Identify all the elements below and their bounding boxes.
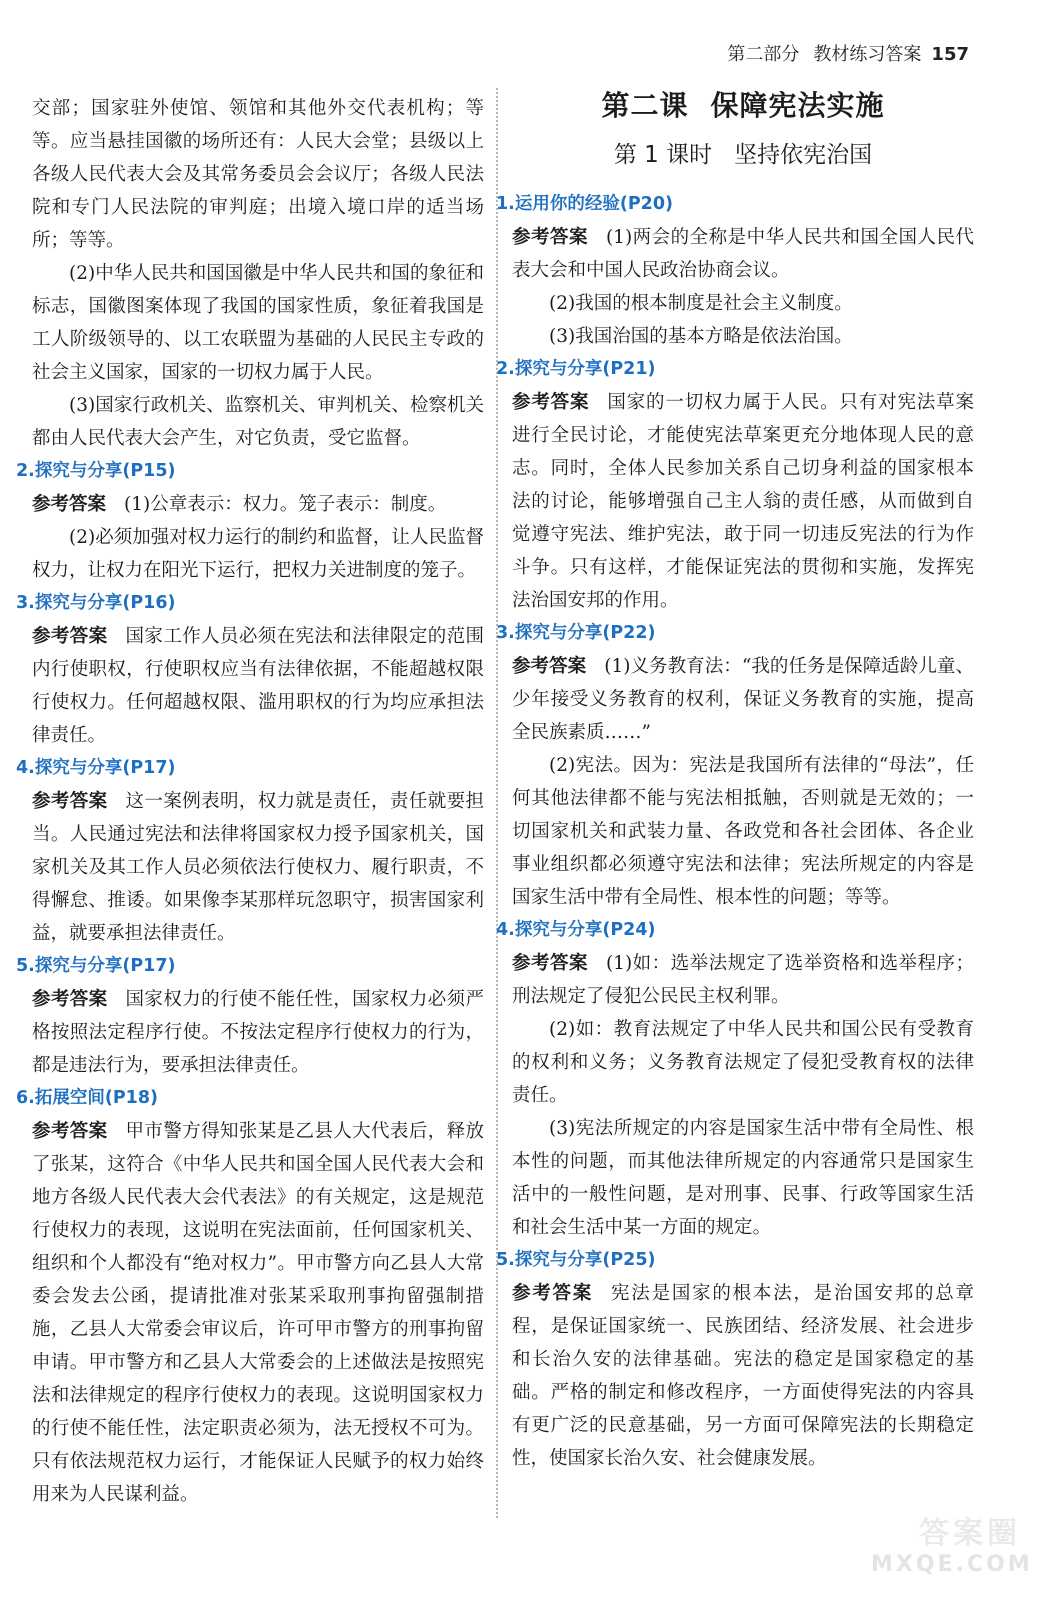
answer-text: 宪法是国家的根本法，是治国安邦的总章程，是保证国家统一、民族团结、经济发展、社会进步和长治久安的法律基础。宪法的稳定是国家稳定的基础。严格的制定和修改程序，一方面使得宪法的内容具有更广泛的民意基础，另一方面可保障宪法的长期稳定性，使国家长治久安、社会健康发展。 — [512, 1283, 974, 1469]
watermark-logo-text: 答案圈 — [919, 1516, 1021, 1551]
lesson-title — [512, 86, 974, 126]
column-divider — [496, 88, 498, 1518]
answer-extra: (3)我国治国的基本方略是依法治国。 — [549, 326, 853, 347]
lesson-number: 第二课 — [601, 89, 689, 122]
answer-body — [512, 1277, 974, 1475]
answer-label: 参考答案 — [32, 791, 108, 812]
answer-item-r1 — [496, 188, 974, 353]
answer-label: 参考答案 — [32, 494, 107, 515]
answer-text: 甲市警方得知张某是乙县人大代表后，释放了张某，这符合《中华人民共和国全国人民代表大会和地方各级人民代表大会代表法》的有关规定，这是规范行使权力的表现，这说明在宪法面前，任何国家机关、组织和个人都没有“绝对权力”。甲市警方向乙县人大常委会发去公函，提请批准对张某采取刑事拘留强制措施，乙县人大常委会审议后，许可甲市警方的刑事拘留申请。甲市警方和乙县人大常委会的上述做法是按照宪法和法律规定的程序行使权力的表现。这说明国家权力的行使不能任性，法定职责必须为，法无授权不可为。只有依法规范权力运行，才能保证人民赋予的权力始终用来为人民谋利益。 — [32, 1121, 484, 1505]
answer-extra: (2)如：教育法规定了中华人民共和国公民有受教育的权利和义务；义务教育法规定了侵犯受教育权的法律责任。 — [512, 1019, 974, 1106]
period-number: 第 1 课时 — [613, 142, 713, 168]
site-watermark — [871, 1508, 1033, 1578]
running-header — [727, 40, 969, 66]
continued-paragraph-3: (3)国家行政机关、监察机关、审判机关、检察机关都由人民代表大会产生，对它负责，受它监督。 — [32, 395, 484, 449]
answer-item-r5 — [496, 1244, 974, 1475]
answer-label: 参考答案 — [512, 227, 588, 248]
answer-item-2 — [16, 455, 484, 587]
answer-label: 参考答案 — [512, 1283, 594, 1304]
answer-extra: (3)宪法所规定的内容是国家生活中带有全局性、根本性的问题，而其他法律所规定的内容通常只是国家生活中的一般性问题，是对刑事、民事、行政等国家生活和社会生活中某一方面的规定。 — [512, 1118, 974, 1238]
page-number: 157 — [931, 44, 969, 65]
answer-text: (1)两会的全称是中华人民共和国全国人民代表大会和中国人民政治协商会议。 — [512, 227, 974, 281]
answer-extra: (2)我国的根本制度是社会主义制度。 — [549, 293, 853, 314]
item-heading: 5.探究与分享(P17) — [16, 956, 176, 976]
answer-item-r3 — [496, 617, 974, 914]
period-title — [512, 138, 974, 172]
item-heading: 3.探究与分享(P22) — [496, 623, 656, 643]
answer-item-4 — [16, 752, 484, 950]
answer-item-5 — [16, 950, 484, 1082]
answer-body — [512, 650, 974, 749]
item-heading: 5.探究与分享(P25) — [496, 1250, 656, 1270]
answer-item-6 — [16, 1082, 484, 1511]
lesson-name: 保障宪法实施 — [710, 89, 885, 122]
answer-label: 参考答案 — [512, 392, 590, 413]
answer-body — [32, 620, 484, 752]
item-heading: 2.探究与分享(P21) — [496, 359, 656, 379]
answer-text: 这一案例表明，权力就是责任，责任就要担当。人民通过宪法和法律将国家权力授予国家机关，国家机关及其工作人员必须依法行使权力、履行职责，不得懈怠、推诿。如果像李某那样玩忽职守，损害国家利益，就要承担法律责任。 — [32, 791, 484, 944]
answer-text: (1)如：选举法规定了选举资格和选举程序；刑法规定了侵犯公民民主权利罪。 — [512, 953, 974, 1007]
answer-body — [512, 947, 974, 1013]
answer-extra: (2)宪法。因为：宪法是我国所有法律的“母法”，任何其他法律都不能与宪法相抵触，否则就是无效的；一切国家机关和武装力量、各政党和各社会团体、各企业事业组织都必须遵守宪法和法律；宪法所规定的内容是国家生活中带有全局性、根本性的问题；等等。 — [512, 755, 974, 908]
answer-text: 国家工作人员必须在宪法和法律限定的范围内行使职权，行使职权应当有法律依据，不能超越权限行使权力。任何超越权限、滥用职权的行为均应承担法律责任。 — [32, 626, 484, 746]
answer-body — [32, 983, 484, 1082]
watermark-domain: MXQE.COM — [871, 1552, 1033, 1577]
left-column — [16, 92, 484, 1511]
answer-label: 参考答案 — [32, 989, 108, 1010]
answer-label: 参考答案 — [512, 656, 587, 677]
answer-text: (1)公章表示：权力。笼子表示：制度。 — [124, 494, 447, 515]
answer-label: 参考答案 — [512, 953, 588, 974]
item-heading: 3.探究与分享(P16) — [16, 593, 176, 613]
answer-item-3 — [16, 587, 484, 752]
header-title: 教材练习答案 — [813, 44, 922, 65]
answer-item-r4 — [496, 914, 974, 1244]
answer-text: 国家的一切权力属于人民。只有对宪法草案进行全民讨论，才能使宪法草案更充分地体现人民的意志。同时，全体人民参加关系自己切身利益的国家根本法的讨论，能够增强自己主人翁的责任感，从而做到自觉遵守宪法、维护宪法，敢于同一切违反宪法的行为作斗争。只有这样，才能保证宪法的贯彻和实施，发挥宪法治国安邦的作用。 — [512, 392, 974, 611]
answer-label: 参考答案 — [32, 626, 108, 647]
continued-paragraph-2: (2)中华人民共和国国徽是中华人民共和国的象征和标志，国徽图案体现了我国的国家性质，象征着我国是工人阶级领导的、以工农联盟为基础的人民民主专政的社会主义国家，国家的一切权力属于人民。 — [32, 263, 484, 383]
answer-text: 国家权力的行使不能任性，国家权力必须严格按照法定程序行使。不按法定程序行使权力的行为，都是违法行为，要承担法律责任。 — [32, 989, 484, 1076]
answer-label: 参考答案 — [32, 1121, 108, 1142]
answer-extra: (2)必须加强对权力运行的制约和监督，让人民监督权力，让权力在阳光下运行，把权力关进制度的笼子。 — [32, 527, 484, 581]
item-heading: 4.探究与分享(P24) — [496, 920, 656, 940]
answer-body — [32, 1115, 484, 1511]
item-heading: 6.拓展空间(P18) — [16, 1088, 158, 1108]
period-name: 坚持依宪治国 — [734, 142, 873, 168]
item-heading: 1.运用你的经验(P20) — [496, 194, 673, 214]
continued-paragraph-1: 交部；国家驻外使馆、领馆和其他外交代表机构；等等。应当悬挂国徽的场所还有：人民大会堂；县级以上各级人民代表大会及其常务委员会会议厅；各级人民法院和专门人民法院的审判庭；出境入境口岸的适当场所；等等。 — [32, 98, 484, 251]
answer-item-r2 — [496, 353, 974, 617]
answer-body — [32, 488, 484, 521]
answer-text: (1)义务教育法：“我的任务是保障适龄儿童、少年接受义务教育的权利，保证义务教育的实施，提高全民族素质……” — [512, 656, 974, 743]
item-heading: 2.探究与分享(P15) — [16, 461, 176, 481]
answer-body — [32, 785, 484, 950]
right-column — [496, 86, 974, 1475]
header-section: 第二部分 — [727, 44, 800, 65]
answer-body — [512, 386, 974, 617]
answer-body — [512, 221, 974, 287]
item-heading: 4.探究与分享(P17) — [16, 758, 176, 778]
